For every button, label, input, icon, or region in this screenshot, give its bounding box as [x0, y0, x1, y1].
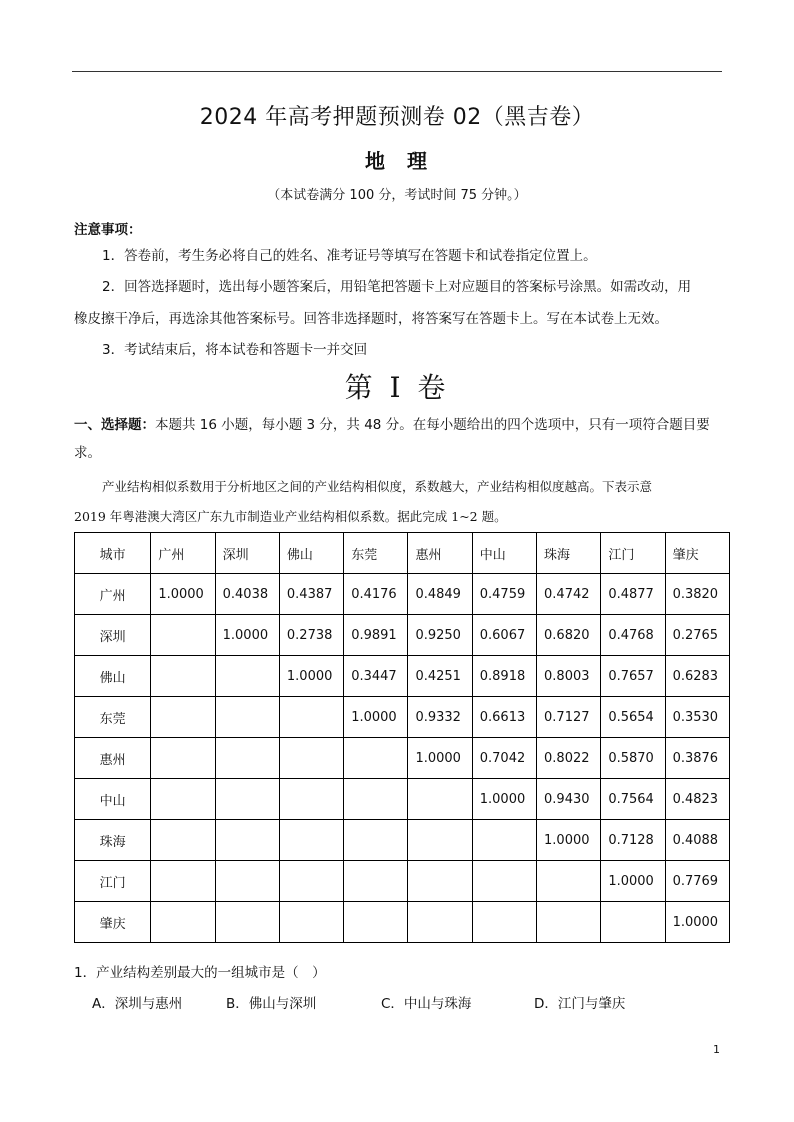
- table-cell: 0.2765: [665, 615, 729, 656]
- table-cell: 0.8022: [537, 738, 601, 779]
- table-cell: 1.0000: [279, 656, 343, 697]
- table-row: [75, 861, 730, 902]
- table-cell: 0.7128: [601, 820, 665, 861]
- table-cell: [151, 820, 215, 861]
- section-text: 本题共 16 小题，每小题 3 分，共 48 分。在每小题给出的四个选项中，只有一项符合题目要求。: [74, 417, 710, 461]
- table-row: [75, 574, 730, 615]
- table-cell: 1.0000: [472, 779, 536, 820]
- table-cell: 0.4176: [344, 574, 408, 615]
- lead-line-1: 产业结构相似系数用于分析地区之间的产业结构相似度，系数越大，产业结构相似度越高。下表示意: [102, 479, 653, 494]
- table-cell: [408, 902, 472, 943]
- table-cell: 0.4038: [215, 574, 279, 615]
- table-cell: 0.4768: [601, 615, 665, 656]
- table-row-header: 中山: [75, 779, 151, 820]
- table-cell: 0.9250: [408, 615, 472, 656]
- exam-info: （本试卷满分 100 分，考试时间 75 分钟。）: [267, 188, 527, 203]
- table-cell: [279, 697, 343, 738]
- table-cell: [215, 779, 279, 820]
- table-column-header: 肇庆: [665, 533, 729, 574]
- table-cell: [472, 902, 536, 943]
- table-cell: [151, 779, 215, 820]
- section-label: 一、选择题：: [74, 417, 155, 433]
- section-heading: [74, 411, 724, 467]
- table-row: [75, 902, 730, 943]
- table-cell: 0.4877: [601, 574, 665, 615]
- table-cell: 0.6613: [472, 697, 536, 738]
- table-row-header: 肇庆: [75, 902, 151, 943]
- table-cell: 0.4849: [408, 574, 472, 615]
- table-row: [75, 697, 730, 738]
- table-cell: [215, 820, 279, 861]
- table-column-header: 江门: [601, 533, 665, 574]
- table-cell: 0.7657: [601, 656, 665, 697]
- table-column-header: 东莞: [344, 533, 408, 574]
- table-cell: [408, 820, 472, 861]
- table-cell: 0.7127: [537, 697, 601, 738]
- table-cell: 0.3820: [665, 574, 729, 615]
- page-number: 1: [713, 1043, 720, 1056]
- lead-line-2: 2019 年粤港澳大湾区广东九市制造业产业结构相似系数。据此完成 1~2 题。: [74, 509, 507, 524]
- table-cell: 0.3447: [344, 656, 408, 697]
- table-row: [75, 820, 730, 861]
- table-cell: [151, 697, 215, 738]
- table-row-header: 深圳: [75, 615, 151, 656]
- table-cell: [215, 656, 279, 697]
- table-cell: [279, 861, 343, 902]
- volume-heading: 第 I 卷: [344, 371, 450, 404]
- table-cell: 0.9891: [344, 615, 408, 656]
- option-b[interactable]: B．佛山与深圳: [226, 996, 317, 1012]
- table-cell: 0.9430: [537, 779, 601, 820]
- table-column-header: 惠州: [408, 533, 472, 574]
- table-row-header: 珠海: [75, 820, 151, 861]
- table-cell: [344, 861, 408, 902]
- question-1-stem: 1．产业结构差别最大的一组城市是（ ）: [74, 965, 326, 981]
- question-lead: [74, 472, 724, 532]
- table-cell: [215, 902, 279, 943]
- table-cell: 1.0000: [408, 738, 472, 779]
- note-item-1: 1．答卷前，考生务必将自己的姓名、准考证号等填写在答题卡和试卷指定位置上。: [102, 248, 597, 264]
- table-cell: [472, 820, 536, 861]
- table-cell: [279, 902, 343, 943]
- table-cell: 0.7769: [665, 861, 729, 902]
- table-cell: 0.6820: [537, 615, 601, 656]
- table-cell: 0.5870: [601, 738, 665, 779]
- table-cell: 1.0000: [665, 902, 729, 943]
- subject-title: 地理: [365, 149, 449, 173]
- table-cell: 1.0000: [537, 820, 601, 861]
- option-a[interactable]: A．深圳与惠州: [92, 996, 183, 1012]
- table-row-header: 惠州: [75, 738, 151, 779]
- table-cell: [151, 738, 215, 779]
- table-cell: [151, 902, 215, 943]
- table-cell: [279, 820, 343, 861]
- table-row-header: 江门: [75, 861, 151, 902]
- table-row: [75, 615, 730, 656]
- table-row: [75, 656, 730, 697]
- table-cell: 0.2738: [279, 615, 343, 656]
- table-cell: [344, 902, 408, 943]
- table-cell: 0.6283: [665, 656, 729, 697]
- table-cell: 0.8918: [472, 656, 536, 697]
- table-row: [75, 779, 730, 820]
- table-cell: [344, 820, 408, 861]
- table-cell: 1.0000: [151, 574, 215, 615]
- table-corner-cell: 城市: [75, 533, 151, 574]
- table-cell: [344, 779, 408, 820]
- note-item-2-line-1: 2．回答选择题时，选出每小题答案后，用铅笔把答题卡上对应题目的答案标号涂黑。如需改动，用: [102, 279, 692, 295]
- table-cell: [151, 861, 215, 902]
- notes-heading: 注意事项：: [74, 222, 142, 238]
- similarity-table: [74, 532, 730, 943]
- table-cell: 0.6067: [472, 615, 536, 656]
- table-cell: [151, 615, 215, 656]
- table-column-header: 中山: [472, 533, 536, 574]
- table-cell: [151, 656, 215, 697]
- table-cell: 1.0000: [601, 861, 665, 902]
- table-cell: 1.0000: [215, 615, 279, 656]
- table-cell: 0.4251: [408, 656, 472, 697]
- table-cell: [215, 697, 279, 738]
- table-cell: [408, 779, 472, 820]
- table-cell: 0.9332: [408, 697, 472, 738]
- table-cell: 0.7564: [601, 779, 665, 820]
- table-cell: 0.7042: [472, 738, 536, 779]
- table-cell: 0.3530: [665, 697, 729, 738]
- exam-title: 2024 年高考押题预测卷 02（黑吉卷）: [199, 105, 595, 130]
- table-cell: [537, 861, 601, 902]
- table-cell: 0.8003: [537, 656, 601, 697]
- note-item-2-line-2: 橡皮擦干净后，再选涂其他答案标号。回答非选择题时，将答案写在答题卡上。写在本试卷上无效。: [74, 311, 668, 327]
- table-column-header: 广州: [151, 533, 215, 574]
- table-cell: [537, 902, 601, 943]
- table-cell: 0.4387: [279, 574, 343, 615]
- table-cell: 0.4759: [472, 574, 536, 615]
- header-rule: [72, 71, 722, 72]
- option-c[interactable]: C．中山与珠海: [381, 996, 472, 1012]
- table-cell: [215, 861, 279, 902]
- table-cell: [215, 738, 279, 779]
- table-column-header: 深圳: [215, 533, 279, 574]
- table-cell: [472, 861, 536, 902]
- table-row-header: 东莞: [75, 697, 151, 738]
- table-column-header: 佛山: [279, 533, 343, 574]
- table-cell: [601, 902, 665, 943]
- table-cell: [279, 779, 343, 820]
- table-cell: 0.4088: [665, 820, 729, 861]
- table-header-row: [75, 533, 730, 574]
- table-cell: [279, 738, 343, 779]
- option-d[interactable]: D．江门与肇庆: [534, 996, 626, 1012]
- table-cell: 0.3876: [665, 738, 729, 779]
- table-cell: 0.4823: [665, 779, 729, 820]
- table-cell: 0.5654: [601, 697, 665, 738]
- table-row-header: 佛山: [75, 656, 151, 697]
- table-cell: 1.0000: [344, 697, 408, 738]
- table-cell: 0.4742: [537, 574, 601, 615]
- table-cell: [408, 861, 472, 902]
- table-row: [75, 738, 730, 779]
- table-row-header: 广州: [75, 574, 151, 615]
- note-item-3: 3．考试结束后，将本试卷和答题卡一并交回: [102, 342, 368, 358]
- table-column-header: 珠海: [537, 533, 601, 574]
- table-cell: [344, 738, 408, 779]
